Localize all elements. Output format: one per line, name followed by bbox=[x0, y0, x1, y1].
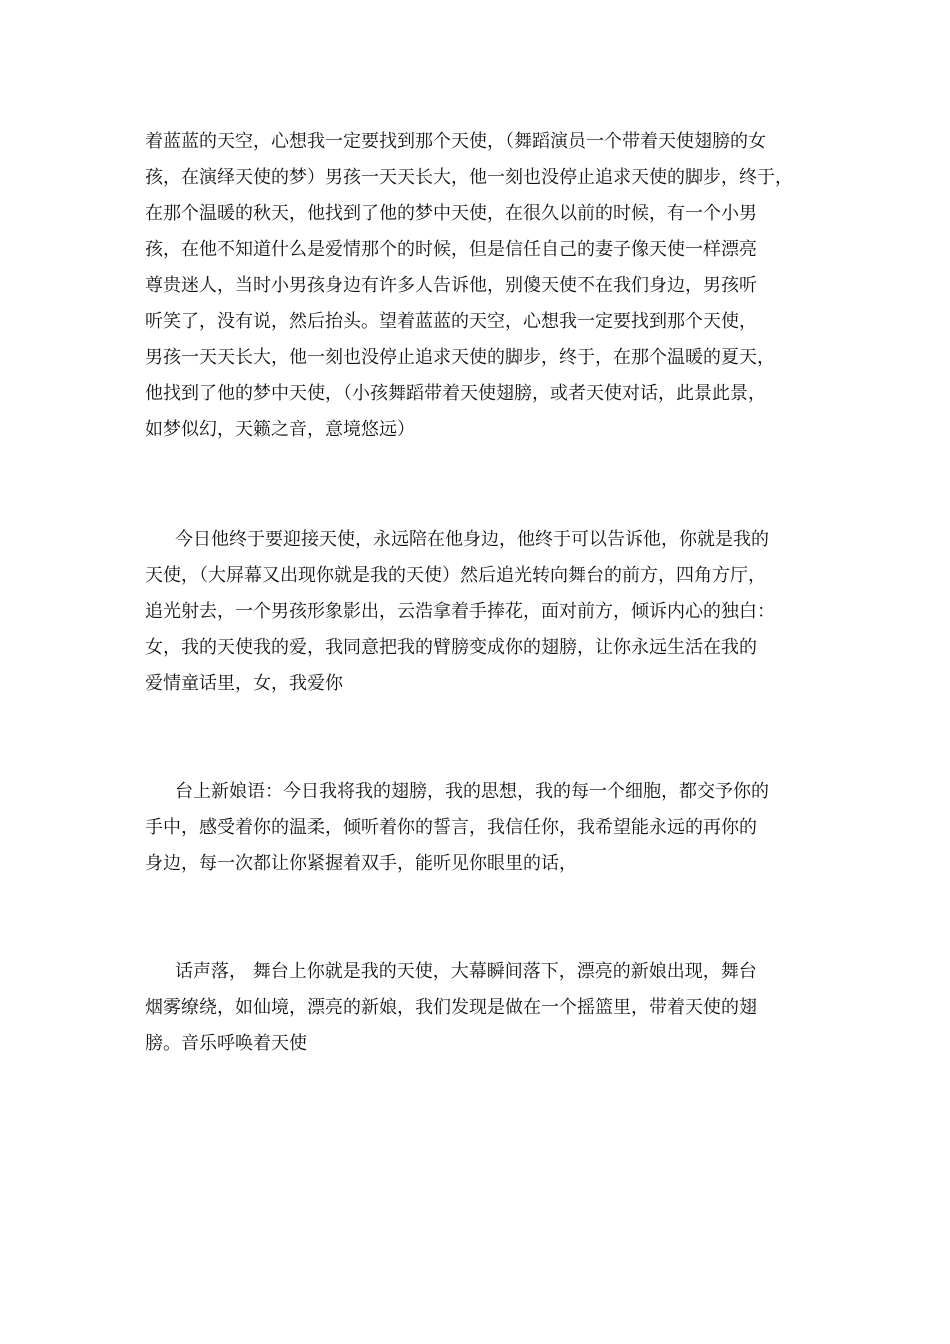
text-line: 身边，每一次都让你紧握着双手，能听见你眼里的话， bbox=[145, 853, 577, 874]
text-line: 天使，（大屏幕又出现你就是我的天使）然后追光转向舞台的前方，四角方厅， bbox=[145, 565, 766, 586]
text-line: 着蓝蓝的天空，心想我一定要找到那个天使，（舞蹈演员一个带着天使翅膀的女 bbox=[145, 131, 766, 152]
text-line: 在那个温暖的秋天，他找到了他的梦中天使，在很久以前的时候，有一个小男 bbox=[145, 203, 757, 224]
text-line: 听笑了，没有说，然后抬头。望着蓝蓝的天空，心想我一定要找到那个天使， bbox=[145, 311, 757, 332]
text-line: 男孩一天天长大，他一刻也没停止追求天使的脚步，终于，在那个温暖的夏天， bbox=[145, 347, 775, 368]
text-line: 手中，感受着你的温柔，倾听着你的誓言，我信任你，我希望能永远的再你的 bbox=[145, 817, 757, 838]
paragraph-1 bbox=[145, 124, 825, 448]
text-line: 追光射去，一个男孩形象影出，云浩拿着手捧花，面对前方，倾诉内心的独白： bbox=[145, 601, 775, 622]
text-line: 话声落， 舞台上你就是我的天使，大幕瞬间落下，漂亮的新娘出现，舞台 bbox=[175, 961, 757, 982]
text-line: 烟雾缭绕，如仙境，漂亮的新娘，我们发现是做在一个摇篮里，带着天使的翅 bbox=[145, 997, 757, 1018]
text-line: 孩，在演绎天使的梦）男孩一天天长大，他一刻也没停止追求天使的脚步，终于， bbox=[145, 167, 793, 188]
paragraph-3 bbox=[145, 774, 825, 882]
text-line: 台上新娘语：今日我将我的翅膀，我的思想，我的每一个细胞，都交予你的 bbox=[175, 781, 769, 802]
text-line: 膀。音乐呼唤着天使 bbox=[145, 1033, 307, 1054]
text-line: 尊贵迷人，当时小男孩身边有许多人告诉他，别傻天使不在我们身边，男孩听 bbox=[145, 275, 757, 296]
text-line: 他找到了他的梦中天使，（小孩舞蹈带着天使翅膀，或者天使对话，此景此景， bbox=[145, 383, 766, 404]
text-line: 爱情童话里，女，我爱你 bbox=[145, 673, 343, 694]
paragraph-2 bbox=[145, 522, 825, 702]
paragraph-4 bbox=[145, 954, 825, 1062]
text-line: 孩，在他不知道什么是爱情那个的时候，但是信任自己的妻子像天使一样漂亮 bbox=[145, 239, 757, 260]
text-line: 今日他终于要迎接天使，永远陪在他身边，他终于可以告诉他，你就是我的 bbox=[175, 529, 769, 550]
text-line: 女，我的天使我的爱，我同意把我的臂膀变成你的翅膀，让你永远生活在我的 bbox=[145, 637, 757, 658]
text-line: 如梦似幻，天籁之音，意境悠远） bbox=[145, 419, 415, 440]
